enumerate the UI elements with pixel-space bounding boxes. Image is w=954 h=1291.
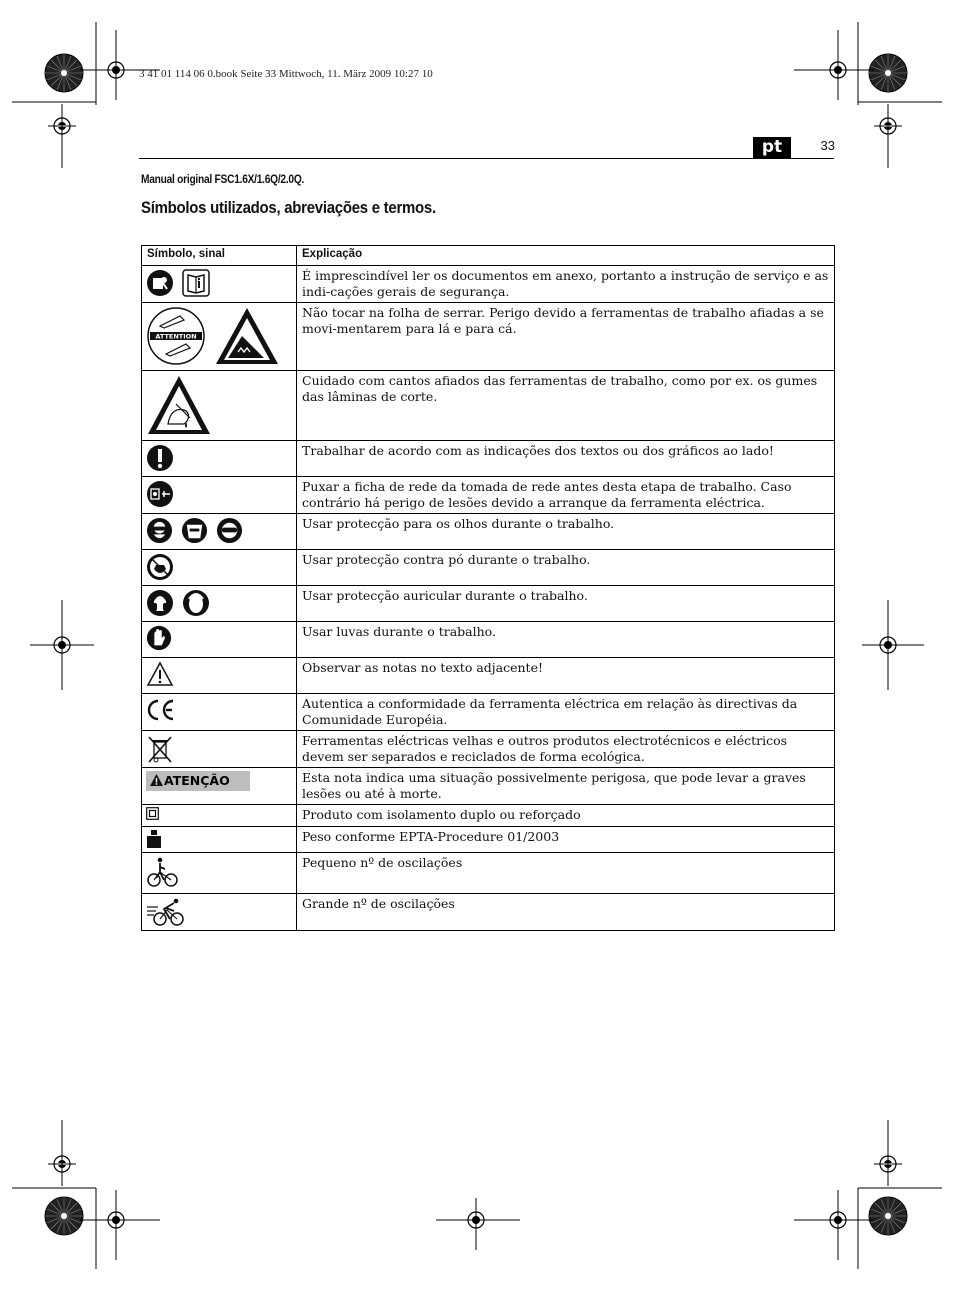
table-row: [142, 586, 835, 622]
book-info-icon: [182, 269, 210, 297]
explanation-cell: Grande nº de oscilações: [297, 893, 835, 930]
hazard-triangle-saw-icon: [214, 306, 280, 366]
symbol-cell: [142, 658, 297, 694]
table-row: [142, 768, 835, 805]
symbols-table: [141, 245, 835, 931]
table-row: [142, 826, 835, 852]
table-row: [142, 303, 835, 371]
section-title: Símbolos utilizados, abreviações e termos.: [141, 198, 436, 217]
table-row: [142, 477, 835, 514]
explanation-cell: Usar protecção para os olhos durante o trabalho.: [297, 514, 835, 550]
weee-bin-icon: [146, 734, 174, 764]
table-row: [142, 441, 835, 477]
gloves-icon: [146, 625, 172, 651]
explanation-cell: Autentica a conformidade da ferramenta eléctrica em relação às directivas da Comunidade Européia.: [297, 694, 835, 731]
table-row: [142, 805, 835, 827]
explanation-cell: Cuidado com cantos afiados das ferramentas de trabalho, como por ex. os gumes das lâminas de corte.: [297, 371, 835, 441]
language-badge: pt: [753, 137, 791, 158]
sharp-edges-warning-icon: [146, 374, 212, 436]
explanation-cell: Peso conforme EPTA-Procedure 01/2003: [297, 826, 835, 852]
attention-saw-icon: [146, 306, 206, 366]
explanation-cell: Puxar a ficha de rede da tomada de rede antes desta etapa de trabalho. Caso contrário há perigo de lesões devido a arranque da ferramenta eléctrica.: [297, 477, 835, 514]
symbol-cell: [142, 805, 297, 827]
symbol-cell: [142, 893, 297, 930]
manual-title: Manual original FSC1.6X/1.6Q/2.0Q.: [141, 172, 305, 186]
symbol-cell: [142, 622, 297, 658]
weight-icon: [146, 830, 162, 848]
explanation-cell: É imprescindível ler os documentos em anexo, portanto a instrução de serviço e as indi-cações gerais de segurança.: [297, 266, 835, 303]
table-header-row: [142, 246, 835, 266]
symbol-cell: [142, 514, 297, 550]
explanation-cell: Usar protecção contra pó durante o trabalho.: [297, 550, 835, 586]
table-row: [142, 731, 835, 768]
symbol-cell: [142, 303, 297, 371]
symbol-cell: [142, 768, 297, 805]
table-row: [142, 622, 835, 658]
header-rule: [139, 158, 834, 159]
explanation-cell: Ferramentas eléctricas velhas e outros produtos electrotécnicos e eléctricos devem ser separados e reciclados de forma ecológica.: [297, 731, 835, 768]
fast-cyclist-icon: [146, 897, 186, 927]
face-shield-icon: [181, 517, 208, 544]
eye-protection-icon: [146, 517, 173, 544]
table-row: [142, 371, 835, 441]
dust-mask-icon: [146, 553, 174, 581]
explanation-cell: Não tocar na folha de serrar. Perigo devido a ferramentas de trabalho afiadas a se movi-mentarem para lá e para cá.: [297, 303, 835, 371]
symbol-cell: [142, 441, 297, 477]
symbol-cell: [142, 826, 297, 852]
table-row: [142, 658, 835, 694]
explanation-cell: Usar luvas durante o trabalho.: [297, 622, 835, 658]
warning-triangle-icon: [146, 661, 174, 687]
explanation-cell: Produto com isolamento duplo ou reforçado: [297, 805, 835, 827]
symbol-cell: [142, 266, 297, 303]
symbol-cell: [142, 852, 297, 893]
explanation-cell: Usar protecção auricular durante o trabalho.: [297, 586, 835, 622]
symbol-cell: [142, 586, 297, 622]
table-row: [142, 550, 835, 586]
symbol-cell: [142, 694, 297, 731]
explanation-cell: Trabalhar de acordo com as indicações dos textos ou dos gráficos ao lado!: [297, 441, 835, 477]
double-insulation-icon: [146, 807, 159, 820]
table-row: [142, 514, 835, 550]
unplug-icon: [146, 480, 174, 508]
explanation-cell: Esta nota indica uma situação possivelmente perigosa, que pode levar a graves lesões ou até à morte.: [297, 768, 835, 805]
table-row: [142, 694, 835, 731]
explanation-cell: Pequeno nº de oscilações: [297, 852, 835, 893]
symbol-cell: [142, 731, 297, 768]
symbol-cell: [142, 371, 297, 441]
slow-cyclist-icon: [146, 856, 178, 888]
ear-protection-icon: [146, 589, 174, 617]
explanation-cell: Observar as notas no texto adjacente!: [297, 658, 835, 694]
ear-muffs-icon: [182, 589, 210, 617]
svg-text:ATTENTION: ATTENTION: [155, 332, 197, 341]
table-row: [142, 266, 835, 303]
ce-mark-icon: [146, 697, 176, 723]
read-manual-icon: [146, 269, 174, 297]
column-header-symbol: Símbolo, sinal: [142, 246, 297, 266]
safety-goggles-icon: [216, 517, 243, 544]
warning-badge-label: ATENÇÃO: [164, 773, 230, 788]
table-row: [142, 852, 835, 893]
print-job-note: 3 41 01 114 06 0.book Seite 33 Mittwoch, 11. März 2009 10:27 10: [139, 68, 433, 80]
symbol-cell: [142, 550, 297, 586]
symbol-cell: [142, 477, 297, 514]
page-number: 33: [820, 138, 835, 153]
column-header-explanation: Explicação: [297, 246, 835, 266]
warning-triangle-icon: [149, 773, 164, 787]
mandatory-instruction-icon: [146, 444, 174, 472]
warning-badge: [146, 771, 250, 791]
table-row: [142, 893, 835, 930]
